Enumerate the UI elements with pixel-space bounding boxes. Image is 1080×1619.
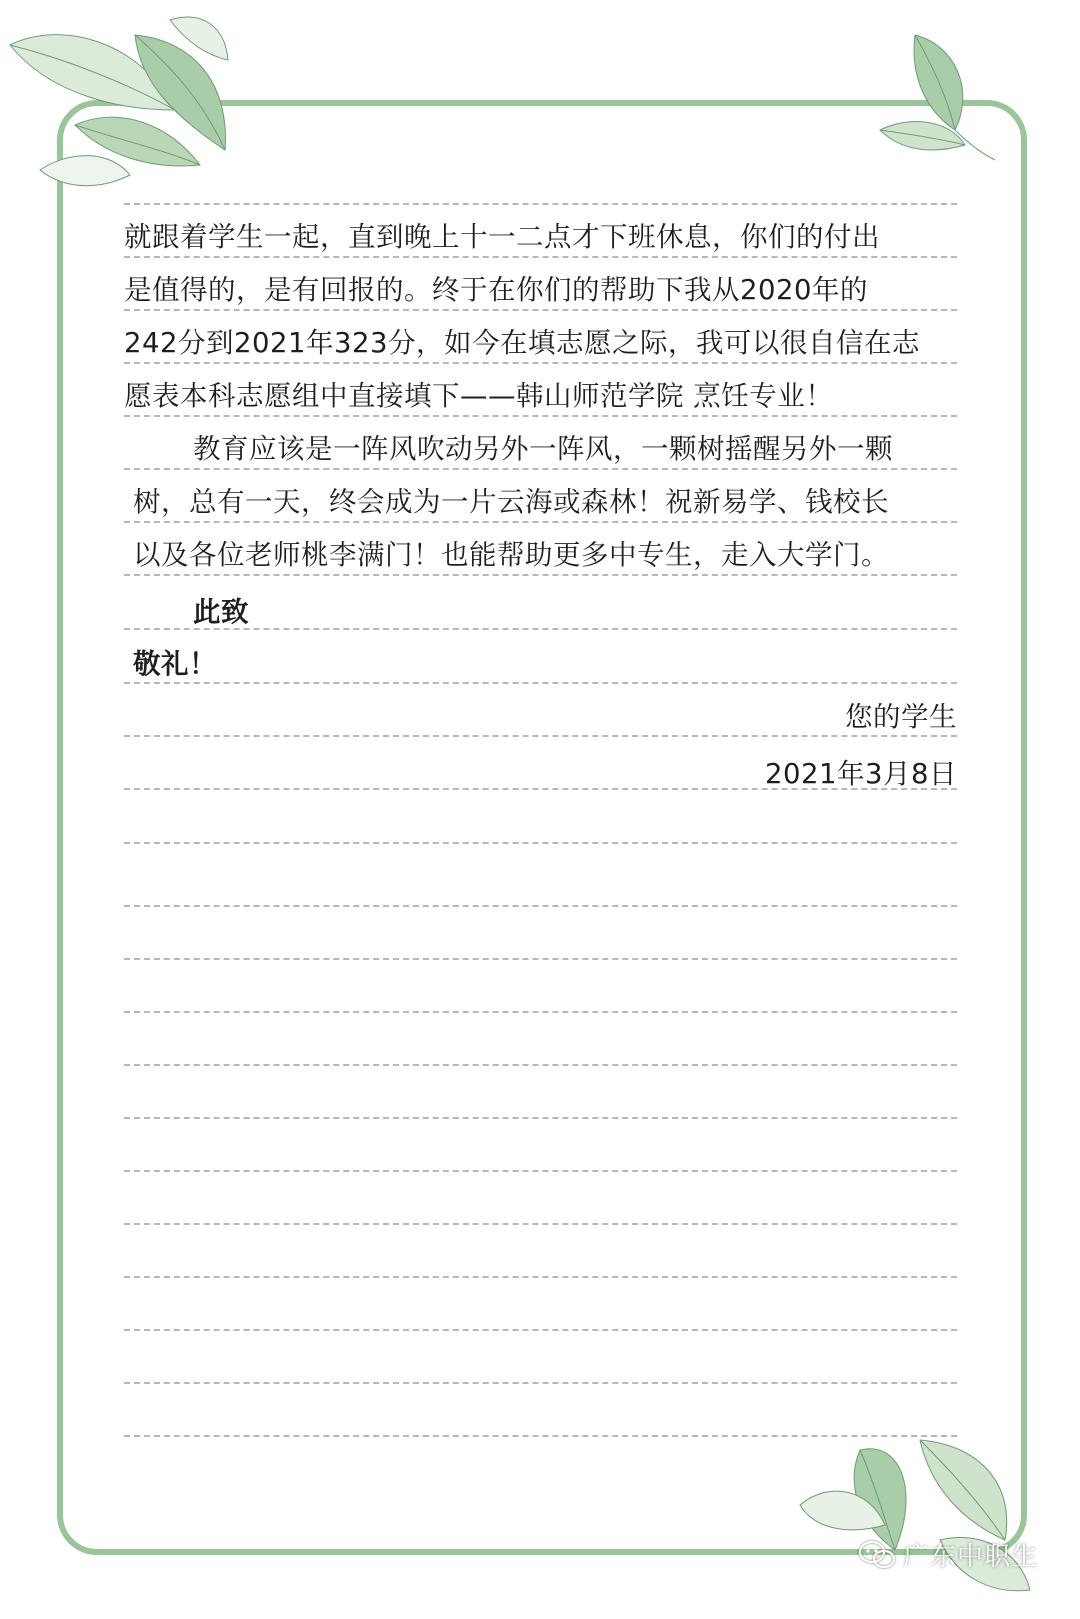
leaf-decoration-bottom-right-icon bbox=[790, 1430, 1040, 1610]
letter-line-2: 是值得的，是有回报的。终于在你们的帮助下我从2020年的 bbox=[124, 274, 868, 306]
letter-line-5: 教育应该是一阵风吹动另外一阵风，一颗树摇醒另外一颗 bbox=[193, 433, 893, 465]
letter-line-4: 愿表本科志愿组中直接填下——韩山师范学院 烹饪专业！ bbox=[124, 380, 834, 412]
closing-salutation: 此致 bbox=[193, 596, 249, 628]
leaf-decoration-top-left-icon bbox=[0, 0, 260, 200]
closing-regards: 敬礼！ bbox=[133, 648, 217, 680]
wechat-icon bbox=[857, 1539, 897, 1571]
letter-line-6: 树，总有一天，终会成为一片云海或森林！祝新易学、钱校长 bbox=[133, 486, 889, 518]
letter-frame bbox=[57, 100, 1027, 1555]
leaf-decoration-top-right-icon bbox=[870, 20, 1010, 170]
watermark bbox=[857, 1536, 1038, 1573]
letter-line-1: 就跟着学生一起，直到晚上十一二点才下班休息，你们的付出 bbox=[124, 221, 880, 253]
letter-date: 2021年3月8日 bbox=[765, 758, 957, 790]
watermark-text: 广东中职生 bbox=[902, 1542, 1038, 1572]
letter-line-7: 以及各位老师桃李满门！也能帮助更多中专生，走入大学门。 bbox=[133, 539, 889, 571]
signature: 您的学生 bbox=[845, 701, 957, 733]
letter-line-3: 242分到2021年323分，如今在填志愿之际，我可以很自信在志 bbox=[124, 327, 920, 359]
